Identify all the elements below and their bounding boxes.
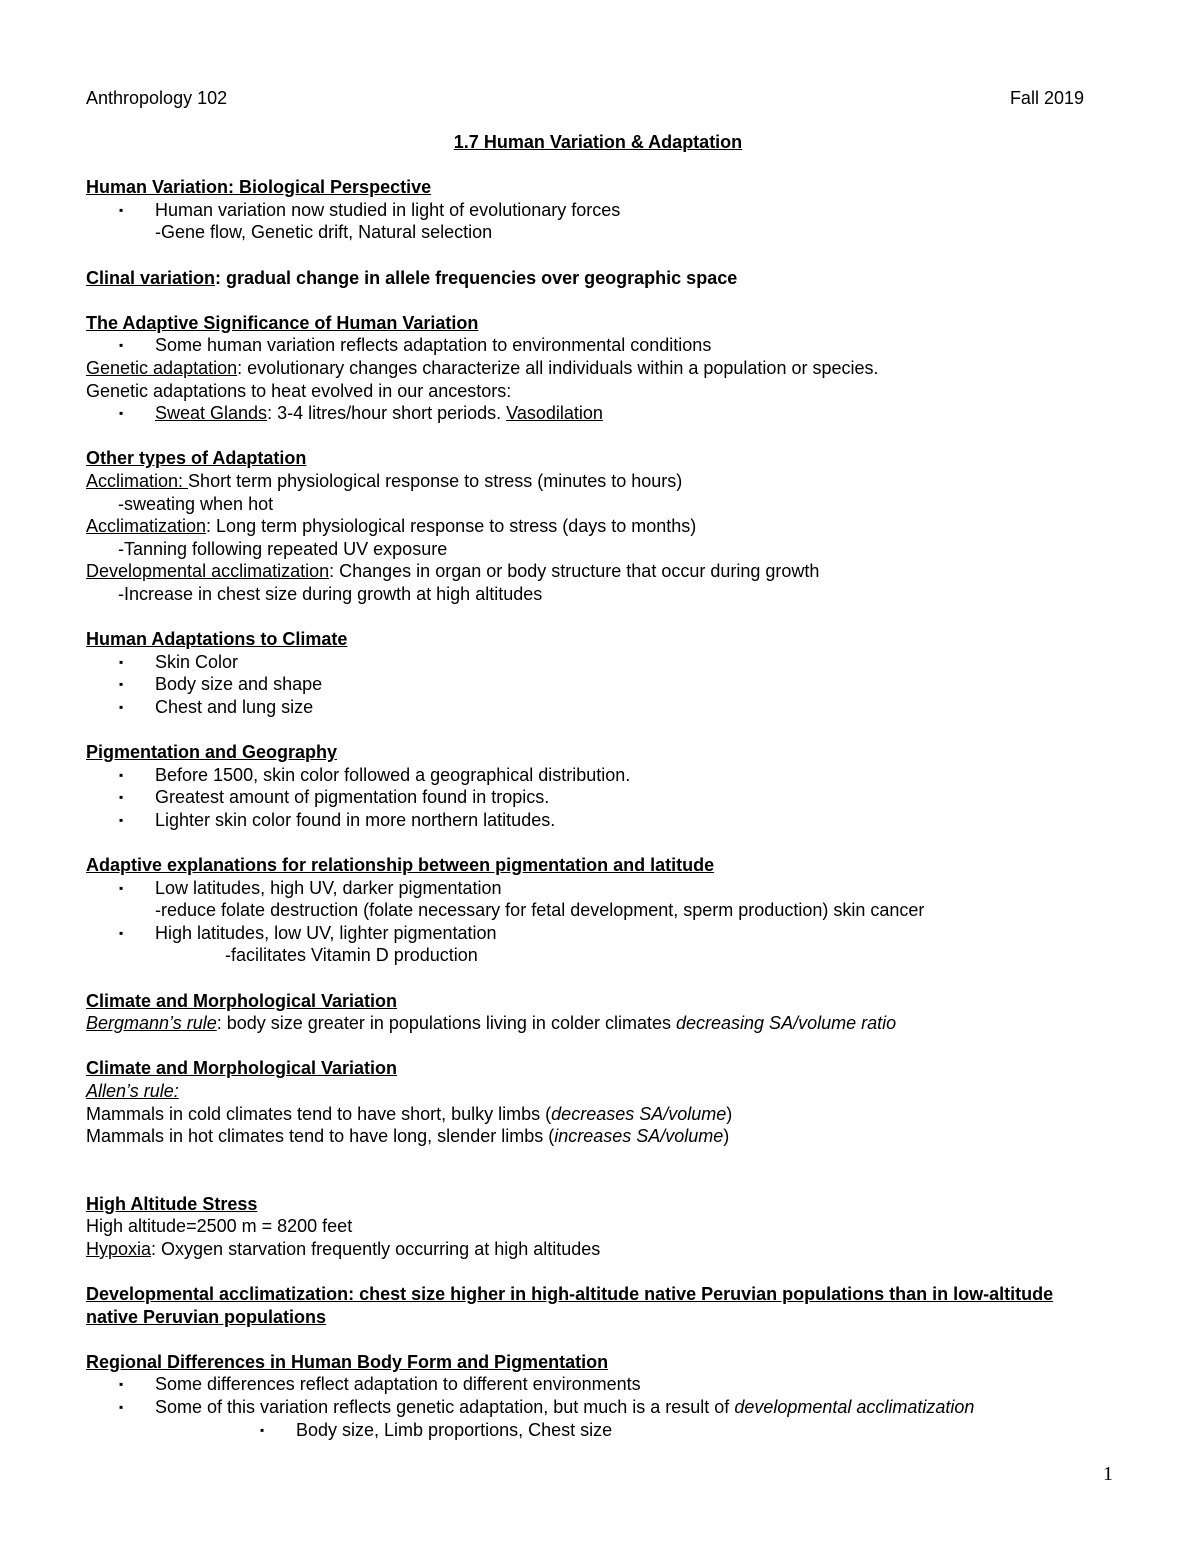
section-heading: High Altitude Stress — [86, 1193, 258, 1214]
list-item: ▪ Before 1500, skin color followed a geographical distribution. — [119, 764, 631, 785]
section-heading: Climate and Morphological Variation — [86, 990, 398, 1011]
rule-name: Allen’s rule: — [86, 1080, 179, 1101]
list-item: ▪ Low latitudes, high UV, darker pigmentation — [119, 877, 502, 898]
section-heading: Pigmentation and Geography — [86, 742, 338, 763]
section-heading: Human Variation: Biological Perspective — [86, 177, 432, 198]
list-item: ▪ Sweat Glands: 3-4 litres/hour short periods. Vasodilation — [119, 403, 603, 424]
definition-line: Genetic adaptation: evolutionary changes characterize all individuals within a population or species. — [86, 357, 879, 378]
bullet-icon: ▪ — [119, 812, 124, 827]
definition-line: Developmental acclimatization: Changes in organ or body structure that occur during growth — [86, 561, 820, 582]
bullet-icon: ▪ — [119, 654, 124, 669]
list-item: ▪ High latitudes, low UV, lighter pigmentation — [119, 922, 497, 943]
section-heading: Other types of Adaptation — [86, 448, 307, 469]
bullet-icon: ▪ — [119, 1400, 124, 1415]
text-line: Mammals in hot climates tend to have long, slender limbs (increases SA/volume) — [86, 1126, 730, 1147]
list-item: ▪ Lighter skin color found in more northern latitudes. — [119, 809, 556, 830]
list-item: ▪ Human variation now studied in light of evolutionary forces — [119, 199, 621, 220]
sub-item: -facilitates Vitamin D production — [225, 945, 478, 966]
bullet-icon: ▪ — [119, 1377, 124, 1392]
list-item: ▪ Skin Color — [119, 651, 239, 672]
text-line: Mammals in cold climates tend to have short, bulky limbs (decreases SA/volume) — [86, 1103, 733, 1124]
list-item: ▪ Body size, Limb proportions, Chest size — [260, 1419, 613, 1440]
bullet-icon: ▪ — [119, 925, 124, 940]
bullet-icon: ▪ — [119, 406, 124, 421]
list-item: ▪ Body size and shape — [119, 674, 323, 695]
bullet-icon: ▪ — [119, 202, 124, 217]
bullet-icon: ▪ — [119, 767, 124, 782]
text-line: Genetic adaptations to heat evolved in our ancestors: — [86, 380, 512, 401]
definition-line: Clinal variation: gradual change in allele frequencies over geographic space — [86, 267, 738, 288]
sub-item: -sweating when hot — [118, 493, 274, 514]
definition-line: Acclimation: Short term physiological response to stress (minutes to hours) — [86, 470, 683, 491]
term-label: Fall 2019 — [1009, 88, 1084, 108]
bullet-icon: ▪ — [119, 699, 124, 714]
sub-item: -reduce folate destruction (folate necessary for fetal development, sperm production) skin cancer — [155, 900, 925, 921]
bullet-icon: ▪ — [119, 338, 124, 353]
section-heading: The Adaptive Significance of Human Variation — [86, 312, 479, 333]
section-heading: Human Adaptations to Climate — [86, 629, 348, 650]
sub-item: -Tanning following repeated UV exposure — [118, 538, 448, 559]
list-item: ▪ Chest and lung size — [119, 696, 314, 717]
section-heading: Regional Differences in Human Body Form and Pigmentation — [86, 1351, 609, 1372]
list-item: ▪ Some human variation reflects adaptation to environmental conditions — [119, 335, 712, 356]
sub-item: -Gene flow, Genetic drift, Natural selection — [155, 222, 493, 243]
page-number: 1 — [1103, 1463, 1113, 1485]
section-heading: Developmental acclimatization: chest size higher in high-altitude native Peruvian populations than in low-altitude native Peruvian populations — [86, 1284, 1054, 1327]
definition-line: Acclimatization: Long term physiological response to stress (days to months) — [86, 516, 697, 537]
bullet-icon: ▪ — [119, 677, 124, 692]
sub-item: -Increase in chest size during growth at high altitudes — [118, 583, 543, 604]
list-item: ▪ Some of this variation reflects genetic adaptation, but much is a result of developmental acclimatization — [119, 1397, 975, 1418]
bullet-icon: ▪ — [119, 790, 124, 805]
bullet-icon: ▪ — [260, 1422, 265, 1437]
page-title: 1.7 Human Variation & Adaptation — [453, 132, 743, 152]
section-heading: Climate and Morphological Variation — [86, 1058, 398, 1079]
text-line: High altitude=2500 m = 8200 feet — [86, 1216, 353, 1237]
section-heading: Adaptive explanations for relationship between pigmentation and latitude — [86, 855, 715, 875]
definition-line: Hypoxia: Oxygen starvation frequently occurring at high altitudes — [86, 1238, 601, 1259]
document-body — [86, 131, 1096, 1441]
definition-line: Bergmann’s rule: body size greater in populations living in colder climates decreasing SA/volume ratio — [86, 1013, 897, 1034]
bullet-icon: ▪ — [119, 880, 124, 895]
list-item: ▪ Greatest amount of pigmentation found in tropics. — [119, 787, 550, 808]
course-name: Anthropology 102 — [86, 88, 228, 108]
list-item: ▪ Some differences reflect adaptation to different environments — [119, 1374, 641, 1395]
